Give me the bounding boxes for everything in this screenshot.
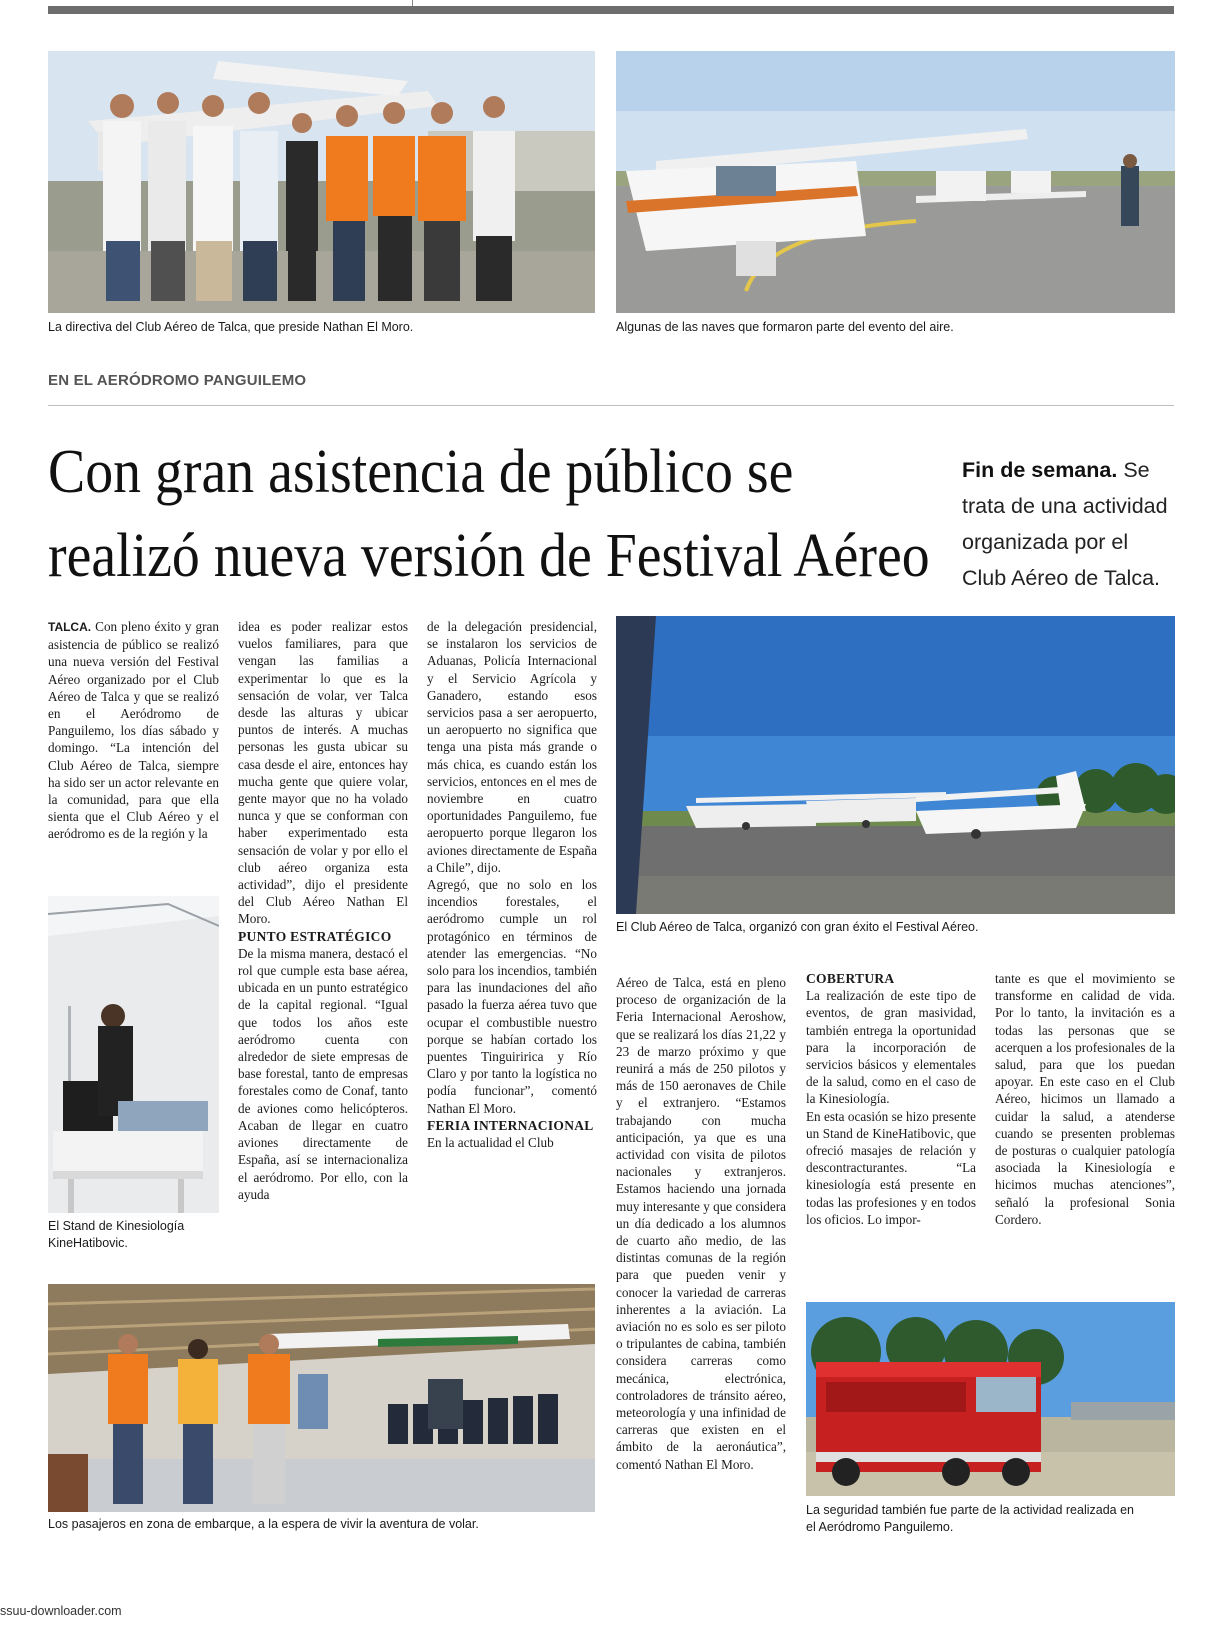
photo-stand-kinesiologia	[48, 896, 219, 1213]
column-3	[427, 618, 597, 1151]
photo-seguridad	[806, 1302, 1175, 1496]
article-headline	[48, 430, 930, 598]
caption-seguridad-line-2: el Aeródromo Panguilemo.	[806, 1520, 954, 1534]
col2-paragraph-2: De la misma manera, destacó el rol que cumple esta base aérea, ubicada en un punto estratégico de la capital regional. “Igual que todos los años este aeródromo cuenta con alrededor de siete empresas de base forestal, tanto de empresas forestales como de Conaf, tanto de aviones como helicópteros. Acaban de llegar en cuatro aviones directamente de España, así se internacionaliza el aeródromo. Por ello, con la ayuda	[238, 945, 408, 1202]
photo-festival-aereo	[616, 616, 1175, 914]
subhead-feria-internacional: FERIA INTERNACIONAL	[427, 1117, 594, 1133]
col1-text: Con pleno éxito y gran asistencia de público se realizó una nueva versión del Festival Aéreo organizado por el Club Aéreo de Talca y que se realizó en el Aeródromo de Panguilemo, los días sábado y domingo. “La intención del Club Aéreo de Talca, siempre ha sido ser un actor relevante en la comunidad, para que ella sienta que el Club Aéreo y el aeródromo es de la región y la	[48, 619, 219, 842]
headline-line-2: realizó nueva versión de Festival Aéreo	[48, 522, 930, 590]
watermark-text: ssuu-downloader.com	[0, 1604, 122, 1618]
subhead-punto-estrategico: PUNTO ESTRATÉGICO	[238, 928, 392, 944]
photo-pasajeros	[48, 1284, 595, 1512]
caption-festival: El Club Aéreo de Talca, organizó con gran éxito el Festival Aéreo.	[616, 920, 979, 934]
column-6	[995, 970, 1175, 1228]
article-kicker: EN EL AERÓDROMO PANGUILEMO	[48, 372, 307, 389]
caption-stand-line-2: KineHatibovic.	[48, 1236, 128, 1250]
headline-line-1: Con gran asistencia de público se	[48, 438, 794, 506]
column-2	[238, 618, 408, 1203]
col3-paragraph-3: En la actualidad el Club	[427, 1135, 554, 1151]
column-4	[616, 974, 786, 1473]
col5-paragraph-1: La realización de este tipo de eventos, de gran masividad, también entrega la oportunidad para la incorporación de servicios básicos y elementales de la salud, como en el caso de la Kinesiología.	[806, 988, 976, 1107]
col3-paragraph-2: Agregó, que no solo en los incendios forestales, el aeródromo cumple un rol protagónico en términos de atender las emergencias. “No solo para los incendios, también para las inundaciones del año pasado la fuerza aérea tuvo que ocupar el combustible nuestro porque se habían cortado los puentes Tinguiririca y Río Claro y por tanto la logística no podía funcionar”, comentó Nathan El Moro.	[427, 877, 597, 1116]
col5-paragraph-2: En esta ocasión se hizo presente un Stand de KineHatibovic, que ofreció masajes de relación y descontracturantes. “La kinesiología está presente en todas las profesiones y en todos los oficios. Lo impor-	[806, 1108, 976, 1227]
caption-pasajeros: Los pasajeros en zona de embarque, a la espera de vivir la aventura de volar.	[48, 1517, 479, 1531]
photo-naves	[616, 51, 1175, 313]
article-deck	[962, 452, 1176, 596]
col2-paragraph-1: idea es poder realizar estos vuelos familiares, para que vengan las familias a experimentar lo que es la sensación de volar, ver Talca desde las alturas y ubicar puntos de interés. A muchas personas les gusta ubicar su casa desde el aire, entonces hay mucha gente que quiere volar, gente mayor que no ha volado nunca y que se conforman con haber experimentado esta sensación de volar y por ello el club aéreo organiza esta actividad”, dijo el presidente del Club Aéreo Nathan El Moro.	[238, 619, 408, 927]
deck-text: Se trata de una actividad organizada por el Club Aéreo de Talca.	[962, 458, 1168, 590]
column-1	[48, 618, 219, 843]
top-divider	[412, 0, 413, 6]
dateline: TALCA.	[48, 620, 92, 634]
caption-seguridad	[806, 1502, 1134, 1536]
col3-paragraph-1: de la delegación presidencial, se instalaron los servicios de Aduanas, Policía Internacional y el Servicio Agrícola y Ganadero, estando esos servicios pasa a ser aeropuerto, un aeropuerto no significa que tenga una pista más grande o más chica, es cuando están los servicios, entonces en el mes de noviembre en cuatro oportunidades Panguilemo, fue aeropuerto porque llegaron los aviones directamente de España a Chile”, dijo.	[427, 619, 597, 875]
deck-lead: Fin de semana.	[962, 458, 1118, 482]
subhead-cobertura: COBERTURA	[806, 971, 895, 986]
caption-directiva: La directiva del Club Aéreo de Talca, que preside Nathan El Moro.	[48, 320, 414, 334]
photo-directiva	[48, 51, 595, 313]
kicker-rule	[48, 405, 1174, 406]
top-rule-bar	[48, 6, 1174, 14]
caption-seguridad-line-1: La seguridad también fue parte de la actividad realizada en	[806, 1503, 1134, 1517]
caption-stand	[48, 1218, 184, 1252]
column-5	[806, 970, 976, 1228]
caption-naves: Algunas de las naves que formaron parte del evento del aire.	[616, 320, 954, 334]
col6-text: tante es que el movimiento se transforme en calidad de vida. Por lo tanto, la invitación es a todas las personas que se acerquen a los profesionales de la salud, para que los puedan apoyar. En este caso en el Club Aéreo, hicimos un llamado a cuidar la salud, a atenderse cuando se presenten problemas de posturas o cualquier patología asociada la Kinesiología e hicimos muchas atenciones”, señaló la profesional Sonia Cordero.	[995, 971, 1175, 1227]
caption-stand-line-1: El Stand de Kinesiología	[48, 1219, 185, 1233]
col4-text: Aéreo de Talca, está en pleno proceso de organización de la Feria Internacional Aeroshow, que se realizará los días 21,22 y 23 de marzo próximo y que reunirá a más de 250 pilotos y más de 150 aeronaves de Chile y el extranjero. “Estamos trabajando con mucha anticipación, ya que es una actividad con visita de pilotos nacionales y extranjeros. Estamos haciendo una jornada muy interesante y que considera un día dedicado a los alumnos de cuarto año medio, de las distintas comunas de la región para que pueden venir y conocer la variedad de carreras inherentes a la aviación. La aviación no es solo es ser piloto o tripulantes de cabina, también considera carreras como mecánica, electrónica, controladores de tránsito aéreo, meteorología y una infinidad de carreras que existen en el ámbito de la aeronáutica”, comentó Nathan El Moro.	[616, 975, 786, 1472]
